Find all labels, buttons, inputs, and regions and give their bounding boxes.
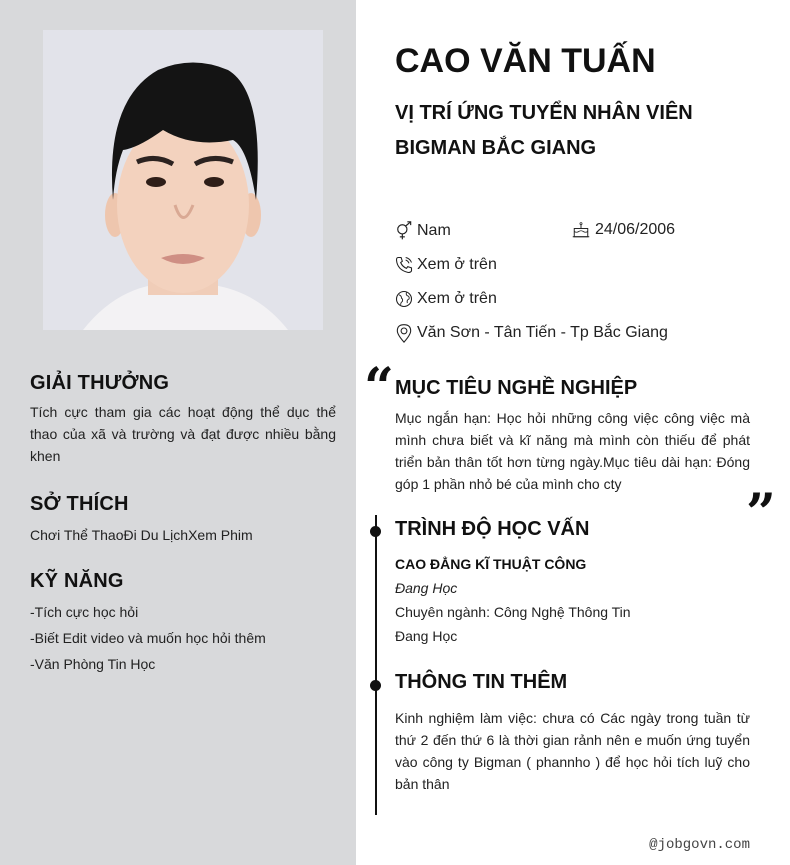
gender-icon: [394, 221, 414, 241]
skills-list: [30, 599, 336, 677]
education-status-2: Đang Học: [395, 628, 458, 644]
skills-section: [30, 570, 336, 677]
website-value: Xem ở trên: [417, 290, 497, 307]
additional-title: THÔNG TIN THÊM: [395, 671, 568, 693]
objective-text: Mục ngắn hạn: Học hỏi những công việc công việc mà mình chưa biết và kĩ năng mà mình còn thiếu để phát triển bản thân tốt hơn từng ngày.Mục tiêu dài hạn: Đóng góp 1 phần nhỏ bé của mình cho cty: [395, 410, 750, 492]
gender-value: Nam: [417, 222, 451, 239]
skill-item: -Tích cực học hỏi: [30, 604, 139, 620]
address-value: Văn Sơn - Tân Tiến - Tp Bắc Giang: [417, 324, 668, 341]
hobbies-section: [30, 493, 336, 546]
footer-brand: @jobgovn.com: [649, 837, 750, 853]
position-line-2: BIGMAN BẮC GIANG: [395, 137, 597, 159]
education-major: Chuyên ngành: Công Nghệ Thông Tin: [395, 604, 631, 620]
left-panel: [0, 0, 356, 865]
phone-row: [394, 255, 497, 275]
timeline-dot: [370, 680, 381, 691]
globe-icon: [394, 289, 414, 309]
birthday-row: [572, 221, 675, 239]
additional-text: Kinh nghiệm làm việc: chưa có Các ngày trong tuần từ thứ 2 đến thứ 6 là thời gian rảnh nên e muốn ứng tuyển vào công ty Bigman ( phannho ) để học hỏi tích luỹ cho bản thân: [395, 710, 750, 792]
awards-title: GIẢI THƯỞNG: [30, 372, 170, 394]
location-pin-icon: [394, 323, 414, 343]
phone-icon: [394, 255, 414, 275]
education-status: Đang Học: [395, 580, 458, 596]
portrait-image: [43, 30, 323, 330]
phone-value: Xem ở trên: [417, 256, 497, 273]
gender-row: [394, 221, 451, 241]
skill-item: -Biết Edit video và muốn học hỏi thêm: [30, 630, 266, 646]
profile-photo: [43, 30, 323, 330]
website-row: [394, 289, 497, 309]
position-title: [395, 96, 755, 166]
hobbies-text: Chơi Thể ThaoĐi Du LịchXem Phim: [30, 527, 253, 543]
birthday-cake-icon: [572, 221, 590, 239]
objective-title: MỤC TIÊU NGHỀ NGHIỆP: [395, 377, 638, 399]
education-title: TRÌNH ĐỘ HỌC VẤN: [395, 518, 590, 540]
awards-text: Tích cực tham gia các hoạt động thể dục thể thao của xã và trường và đạt được nhiều bằng khen: [30, 404, 336, 464]
address-row: [394, 323, 668, 343]
quote-open-icon: “: [364, 357, 394, 418]
position-line-1: VỊ TRÍ ỨNG TUYỂN NHÂN VIÊN: [395, 102, 693, 124]
awards-section: [30, 372, 336, 467]
skills-title: KỸ NĂNG: [30, 570, 124, 592]
timeline-dot: [370, 526, 381, 537]
hobbies-title: SỞ THÍCH: [30, 493, 129, 515]
skill-item: -Văn Phòng Tin Học: [30, 656, 156, 672]
education-school: CAO ĐẲNG KĨ THUẬT CÔNG: [395, 556, 587, 572]
birthday-value: 24/06/2006: [595, 221, 676, 238]
candidate-name: CAO VĂN TUẤN: [395, 42, 656, 80]
timeline-line: [375, 515, 377, 815]
quote-close-icon: ”: [746, 483, 776, 544]
